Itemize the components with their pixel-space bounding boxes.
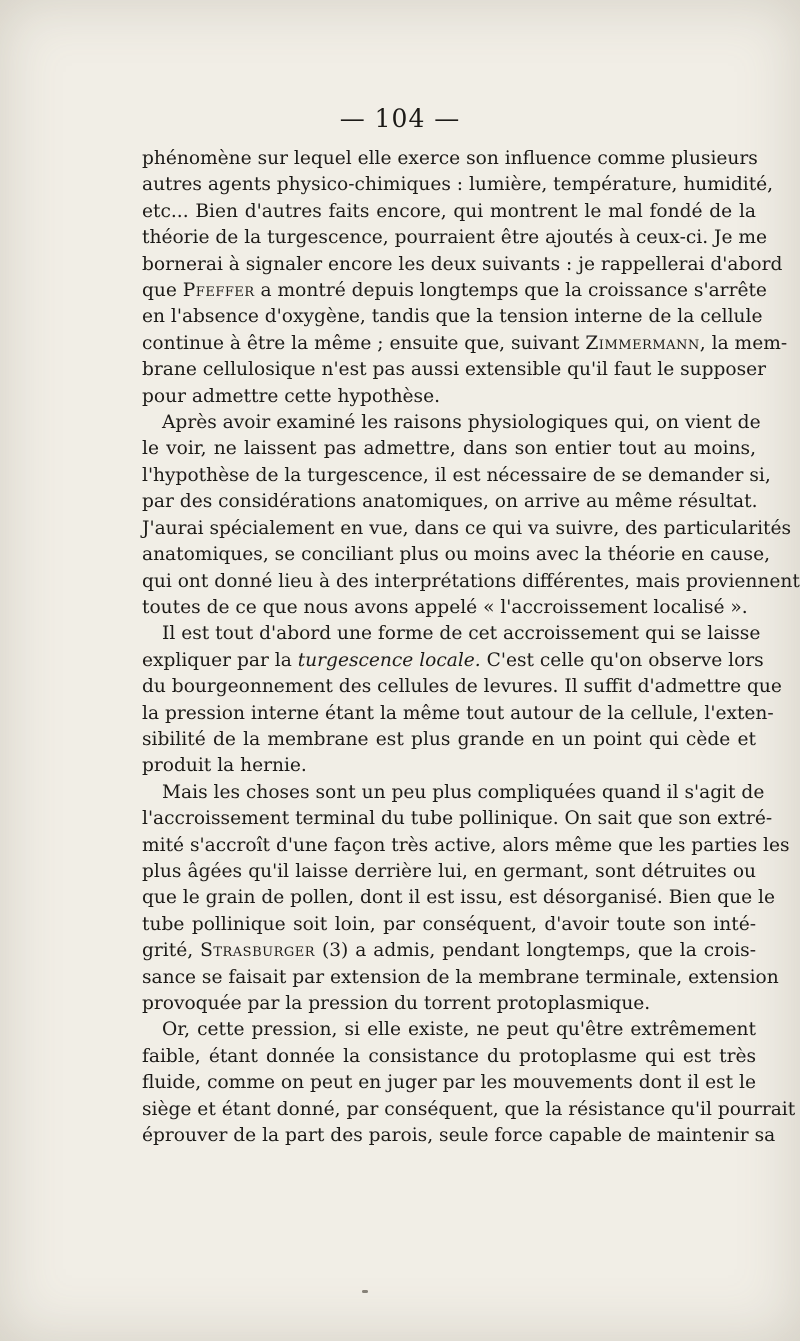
text-line: Mais les choses sont un peu plus compliquées quand il s'agit de	[162, 781, 765, 803]
text-line: que Pfeffer a montré depuis longtemps que la croissance s'arrête	[142, 280, 767, 302]
text-line: produit la hernie.	[142, 755, 307, 777]
text-line: Il est tout d'abord une forme de cet accroissement qui se laisse	[162, 623, 761, 645]
text-line: anatomiques, se conciliant plus ou moins avec la théorie en cause,	[142, 544, 771, 566]
text-line: éprouver de la part des parois, seule force capable de maintenir sa	[142, 1125, 776, 1147]
text-line: du bourgeonnement des cellules de levures. Il suffit d'admettre que	[142, 676, 782, 698]
text-line: fluide, comme on peut en juger par les mouvements dont il est le	[142, 1072, 756, 1094]
text-line: J'aurai spécialement en vue, dans ce qui va suivre, des particularités	[142, 517, 792, 539]
text-line: pour admettre cette hypothèse.	[142, 385, 440, 407]
text-line: continue à être la même ; ensuite que, suivant Zimmermann, la mem-	[142, 332, 788, 354]
text-line: provoquée par la pression du torrent protoplasmique.	[142, 993, 651, 1014]
page-number: — 104 —	[339, 104, 461, 133]
text-line: le voir, ne laissent pas admettre, dans son entier tout au moins,	[142, 438, 756, 460]
text-line: la pression interne étant la même tout autour de la cellule, l'exten-	[142, 702, 774, 724]
text-line: l'hypothèse de la turgescence, il est nécessaire de se demander si,	[142, 464, 771, 486]
author-name-zimmermann: Zimmermann	[585, 332, 700, 354]
text-line: l'accroissement terminal du tube pollinique. On sait que son extré-	[142, 808, 773, 830]
text-line: grité, Strasburger (3) a admis, pendant longtemps, que la crois-	[142, 940, 756, 962]
text-line: que le grain de pollen, dont il est issu, est désorganisé. Bien que le	[142, 887, 775, 909]
italic-term: turgescence locale.	[297, 649, 481, 671]
text-line: plus âgées qu'il laisse derrière lui, en germant, sont détruites ou	[142, 860, 756, 882]
text-line: Après avoir examiné les raisons physiologiques qui, on vient de	[162, 412, 761, 434]
text-line: etc... Bien d'autres faits encore, qui montrent le mal fondé de la	[142, 200, 756, 222]
author-name-pfeffer: Pfeffer	[182, 280, 255, 302]
text-line: sibilité de la membrane est plus grande en un point qui cède et	[142, 728, 756, 750]
text-line: expliquer par la turgescence locale. C'est celle qu'on observe lors	[142, 649, 764, 671]
text-line: siège et étant donné, par conséquent, que la résistance qu'il pourrait	[142, 1098, 796, 1120]
text-line: autres agents physico-chimiques : lumière, température, humidité,	[142, 174, 774, 196]
body-text	[142, 146, 800, 1149]
text-line: toutes de ce que nous avons appelé « l'accroissement localisé ».	[142, 596, 748, 618]
text-line: Or, cette pression, si elle existe, ne peut qu'être extrêmement	[162, 1019, 756, 1041]
text-line: brane cellulosique n'est pas aussi extensible qu'il faut le supposer	[142, 359, 767, 381]
scan-speck	[362, 1290, 368, 1293]
text-line: en l'absence d'oxygène, tandis que la tension interne de la cellule	[142, 306, 763, 328]
text-line: qui ont donné lieu à des interprétations différentes, mais proviennent	[142, 570, 800, 592]
author-name-strasburger: Strasburger	[200, 940, 316, 962]
text-line: théorie de la turgescence, pourraient être ajoutés à ceux-ci. Je me	[142, 227, 768, 249]
text-line: mité s'accroît d'une façon très active, alors même que les parties les	[142, 834, 790, 856]
text-line: phénomène sur lequel elle exerce son influence comme plusieurs	[142, 148, 758, 169]
text-line: par des considérations anatomiques, on arrive au même résultat.	[142, 491, 758, 513]
text-line: faible, étant donnée la consistance du protoplasme qui est très	[142, 1045, 756, 1067]
text-line: bornerai à signaler encore les deux suivants : je rappellerai d'abord	[142, 253, 783, 275]
text-line: tube pollinique soit loin, par conséquent, d'avoir toute son inté-	[142, 913, 756, 935]
text-line: sance se faisait par extension de la membrane terminale, extension	[142, 966, 779, 988]
